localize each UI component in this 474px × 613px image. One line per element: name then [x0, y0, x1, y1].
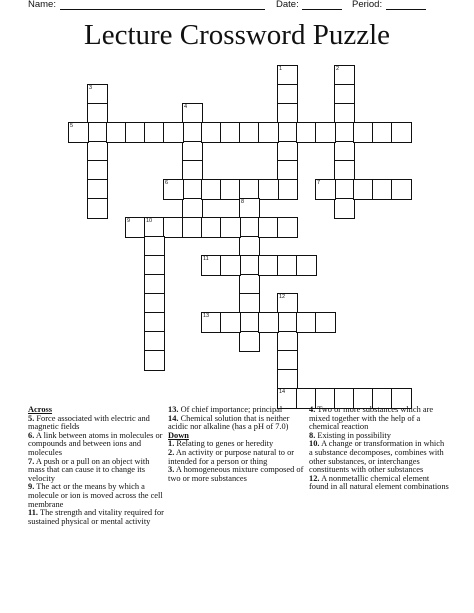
- crossword-cell[interactable]: [239, 236, 260, 257]
- crossword-cell[interactable]: [277, 84, 298, 105]
- clue-item-text: Force associated with electric and magnetic fields: [28, 413, 150, 432]
- crossword-cell[interactable]: [87, 160, 108, 181]
- down-clue-list: [168, 440, 308, 483]
- clue-item: [28, 458, 168, 484]
- clues-column-1: [28, 406, 168, 526]
- across-clue-list: [28, 415, 168, 527]
- clue-item: [28, 483, 168, 509]
- crossword-cell[interactable]: [125, 122, 146, 143]
- crossword-cell[interactable]: [144, 350, 165, 371]
- crossword-cell[interactable]: [87, 179, 108, 200]
- down-clue-list-cont: [309, 406, 449, 492]
- crossword-cell[interactable]: [87, 103, 108, 124]
- crossword-cell[interactable]: [372, 122, 393, 143]
- crossword-cell[interactable]: [334, 84, 355, 105]
- clue-number: 7: [317, 180, 321, 186]
- crossword-cell[interactable]: [277, 103, 298, 124]
- crossword-cell[interactable]: [220, 312, 241, 333]
- clue-item-number: 10.: [309, 439, 320, 449]
- clue-item-number: 11.: [28, 508, 39, 518]
- crossword-cell[interactable]: [239, 312, 260, 333]
- clue-number: 9: [127, 218, 131, 224]
- crossword-cell[interactable]: [144, 331, 165, 352]
- crossword-cell[interactable]: [144, 312, 165, 333]
- clue-item-text: Relating to genes or heredity: [174, 439, 274, 449]
- clue-item-number: 2.: [168, 447, 175, 457]
- crossword-cell[interactable]: [277, 65, 298, 86]
- crossword-cell[interactable]: [144, 274, 165, 295]
- crossword-cell[interactable]: [182, 103, 203, 124]
- clue-item: [168, 466, 308, 483]
- clue-item: [168, 449, 308, 466]
- crossword-cell[interactable]: [277, 255, 298, 276]
- crossword-cell[interactable]: [87, 122, 108, 143]
- crossword-cell[interactable]: [296, 255, 317, 276]
- crossword-cell[interactable]: [201, 255, 222, 276]
- crossword-cell[interactable]: [277, 293, 298, 314]
- clue-item-number: 3.: [168, 465, 175, 475]
- crossword-cell[interactable]: [201, 179, 222, 200]
- name-label: Name:: [28, 0, 56, 10]
- crossword-cell[interactable]: [334, 122, 355, 143]
- crossword-cell[interactable]: [315, 312, 336, 333]
- crossword-cell[interactable]: [220, 122, 241, 143]
- clue-item-number: 1.: [168, 439, 175, 449]
- clue-number: 4: [184, 104, 188, 110]
- crossword-cell[interactable]: [277, 217, 298, 238]
- clue-item-text: Two or more substances which are mixed together with the help of a chemical reaction: [309, 405, 434, 432]
- crossword-cell[interactable]: [258, 312, 279, 333]
- clue-item-text: The act or the means by which a molecule or ion is moved across the cell membrane: [28, 482, 163, 509]
- clue-item-text: Of chief importance; principal: [178, 405, 283, 414]
- clue-item: [28, 509, 168, 526]
- crossword-cell[interactable]: [239, 179, 260, 200]
- crossword-cell[interactable]: [258, 179, 279, 200]
- crossword-cell[interactable]: [201, 122, 222, 143]
- crossword-cell[interactable]: [277, 179, 298, 200]
- crossword-cell[interactable]: [296, 312, 317, 333]
- crossword-cell[interactable]: [201, 312, 222, 333]
- clues-column-3: [309, 406, 449, 492]
- crossword-cell[interactable]: [239, 198, 260, 219]
- clue-number: 1: [279, 66, 283, 72]
- crossword-cell[interactable]: [296, 122, 317, 143]
- crossword-cell[interactable]: [239, 274, 260, 295]
- crossword-cell[interactable]: [182, 217, 203, 238]
- clue-item-number: 4.: [309, 405, 316, 414]
- crossword-cell[interactable]: [239, 122, 260, 143]
- clue-item-number: 9.: [28, 482, 35, 492]
- crossword-cell[interactable]: [315, 122, 336, 143]
- clue-number: 6: [165, 180, 169, 186]
- crossword-cell[interactable]: [334, 160, 355, 181]
- clue-item-text: Chemical solution that is neither acidic nor alkaline (has a pH of 7.0): [168, 413, 290, 432]
- down-heading: Down: [168, 430, 189, 440]
- crossword-cell[interactable]: [87, 84, 108, 105]
- crossword-cell[interactable]: [182, 122, 203, 143]
- clue-item-number: 5.: [28, 413, 35, 423]
- crossword-cell[interactable]: [239, 293, 260, 314]
- crossword-cell[interactable]: [163, 217, 184, 238]
- clue-item-text: A nonmetallic chemical element found in all natural element combinations: [309, 473, 449, 492]
- crossword-cell[interactable]: [353, 122, 374, 143]
- crossword-cell[interactable]: [144, 236, 165, 257]
- page-title: Lecture Crossword Puzzle: [83, 19, 390, 51]
- across-heading: Across: [28, 405, 53, 414]
- clue-item: [309, 440, 449, 474]
- crossword-cell[interactable]: [106, 122, 127, 143]
- clue-item-text: A homogeneous mixture composed of two or more substances: [168, 465, 304, 483]
- crossword-cell[interactable]: [277, 350, 298, 371]
- across-clue-list-cont: [168, 406, 308, 432]
- crossword-cell[interactable]: [144, 293, 165, 314]
- crossword-cell[interactable]: [258, 122, 279, 143]
- crossword-cell[interactable]: [277, 160, 298, 181]
- crossword-cell[interactable]: [277, 369, 298, 390]
- clue-item-text: An activity or purpose natural to or intended for a person or thing: [168, 447, 295, 466]
- crossword-cell[interactable]: [277, 141, 298, 162]
- clue-item-number: 8.: [309, 430, 316, 440]
- clue-number: 12: [279, 294, 286, 300]
- clue-number: 2: [336, 66, 340, 72]
- crossword-cell[interactable]: [372, 179, 393, 200]
- crossword-cell[interactable]: [334, 65, 355, 86]
- crossword-cell[interactable]: [163, 122, 184, 143]
- clue-item-number: 12.: [309, 473, 320, 483]
- clue-item-text: A link between atoms in molecules or compounds and between ions and molecules: [28, 430, 163, 457]
- crossword-cell[interactable]: [220, 217, 241, 238]
- date-label: Date:: [276, 0, 299, 10]
- clue-item-text: The strength and vitality required for sustained physical or mental activity: [28, 508, 164, 526]
- clue-item-text: Existing in possibility: [315, 430, 391, 440]
- clue-item: [168, 415, 308, 432]
- crossword-cell[interactable]: [239, 217, 260, 238]
- clue-item: [28, 415, 168, 432]
- crossword-cell[interactable]: [391, 122, 412, 143]
- clues-column-2: [168, 406, 308, 483]
- crossword-cell[interactable]: [144, 217, 165, 238]
- crossword-cell[interactable]: [239, 331, 260, 352]
- crossword-cell[interactable]: [258, 217, 279, 238]
- clue-number: 11: [203, 256, 209, 262]
- clue-item-number: 7.: [28, 456, 35, 466]
- crossword-cell[interactable]: [277, 312, 298, 333]
- crossword-cell[interactable]: [68, 122, 89, 143]
- crossword-cell[interactable]: [220, 255, 241, 276]
- crossword-cell[interactable]: [239, 255, 260, 276]
- clue-number: 14: [279, 389, 286, 395]
- crossword-cell[interactable]: [334, 141, 355, 162]
- clue-item: [309, 406, 449, 432]
- clue-item-text: A change or transformation in which a substance decomposes, combines with other substances, or interchanges constituents with other substances: [309, 439, 445, 475]
- crossword-cell[interactable]: [391, 179, 412, 200]
- clue-number: 10: [146, 218, 153, 224]
- crossword-cell[interactable]: [334, 198, 355, 219]
- crossword-cell[interactable]: [277, 331, 298, 352]
- crossword-cell[interactable]: [125, 217, 146, 238]
- clue-number: 13: [203, 313, 210, 319]
- crossword-cell[interactable]: [220, 179, 241, 200]
- crossword-cell[interactable]: [87, 141, 108, 162]
- clue-item-number: 13.: [168, 405, 179, 414]
- crossword-cell[interactable]: [334, 103, 355, 124]
- crossword-cell[interactable]: [182, 160, 203, 181]
- crossword-cell[interactable]: [334, 179, 355, 200]
- crossword-cell[interactable]: [353, 179, 374, 200]
- clue-number: 8: [241, 199, 245, 205]
- crossword-cell[interactable]: [277, 122, 298, 143]
- clue-item-number: 14.: [168, 413, 179, 423]
- clue-number: 3: [89, 85, 93, 91]
- crossword-cell[interactable]: [144, 255, 165, 276]
- crossword-cell[interactable]: [182, 141, 203, 162]
- crossword-cell[interactable]: [182, 198, 203, 219]
- clue-item: [309, 475, 449, 492]
- clue-number: 5: [70, 123, 74, 129]
- clue-item: [28, 432, 168, 458]
- clue-item-number: 6.: [28, 430, 35, 440]
- period-label: Period:: [352, 0, 383, 10]
- crossword-cell[interactable]: [258, 255, 279, 276]
- crossword-cell[interactable]: [144, 122, 165, 143]
- clue-item-text: A push or a pull on an object with mass that can cause it to change its velocity: [28, 456, 150, 483]
- crossword-cell[interactable]: [315, 179, 336, 200]
- crossword-cell[interactable]: [163, 179, 184, 200]
- crossword-cell[interactable]: [182, 179, 203, 200]
- crossword-cell[interactable]: [87, 198, 108, 219]
- crossword-cell[interactable]: [201, 217, 222, 238]
